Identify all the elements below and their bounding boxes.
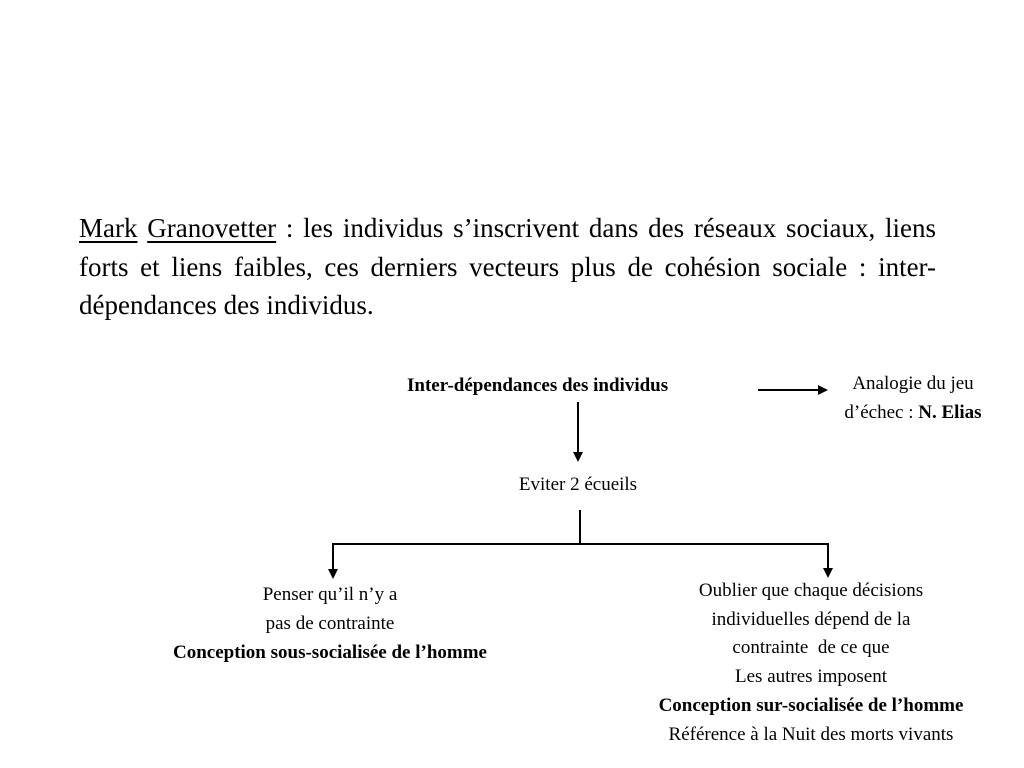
analogy-line1: Analogie du jeu — [852, 373, 974, 394]
right-line1: Oublier que chaque décisions — [698, 580, 924, 601]
right-line2: individuelles dépend de la — [711, 608, 911, 630]
analogy-node — [818, 369, 1008, 427]
left-conclusion: Conception sous-socialisée de l’homme — [172, 642, 487, 663]
root-node: Inter-dépendances des individus — [407, 375, 669, 396]
left-line1: Penser qu’il n’y a — [262, 584, 398, 605]
analogy-author: N. Elias — [918, 402, 982, 423]
right-reference: Référence à la Nuit des morts vivants — [668, 723, 954, 745]
analogy-prefix: d’échec : — [844, 402, 919, 423]
right-node — [606, 577, 1016, 749]
analogy-line2 — [818, 398, 1008, 427]
author-last-name: Granovetter — [147, 213, 277, 243]
right-conclusion: Conception sur-socialisée de l’homme — [658, 694, 964, 716]
right-line4: Les autres imposent — [735, 666, 887, 688]
intro-text: : les individus s’inscrivent dans des réseaux sociaux, liens forts et liens faibles, ces derniers vecteurs plus de cohésion sociale : inter-dépendances des individus. — [79, 213, 936, 320]
left-node — [110, 580, 550, 667]
author-first-name: Mark — [79, 213, 138, 243]
left-line2: pas de contrainte — [265, 613, 395, 634]
middle-node: Eviter 2 écueils — [518, 474, 638, 495]
right-line3: contrainte de ce que — [732, 637, 890, 659]
